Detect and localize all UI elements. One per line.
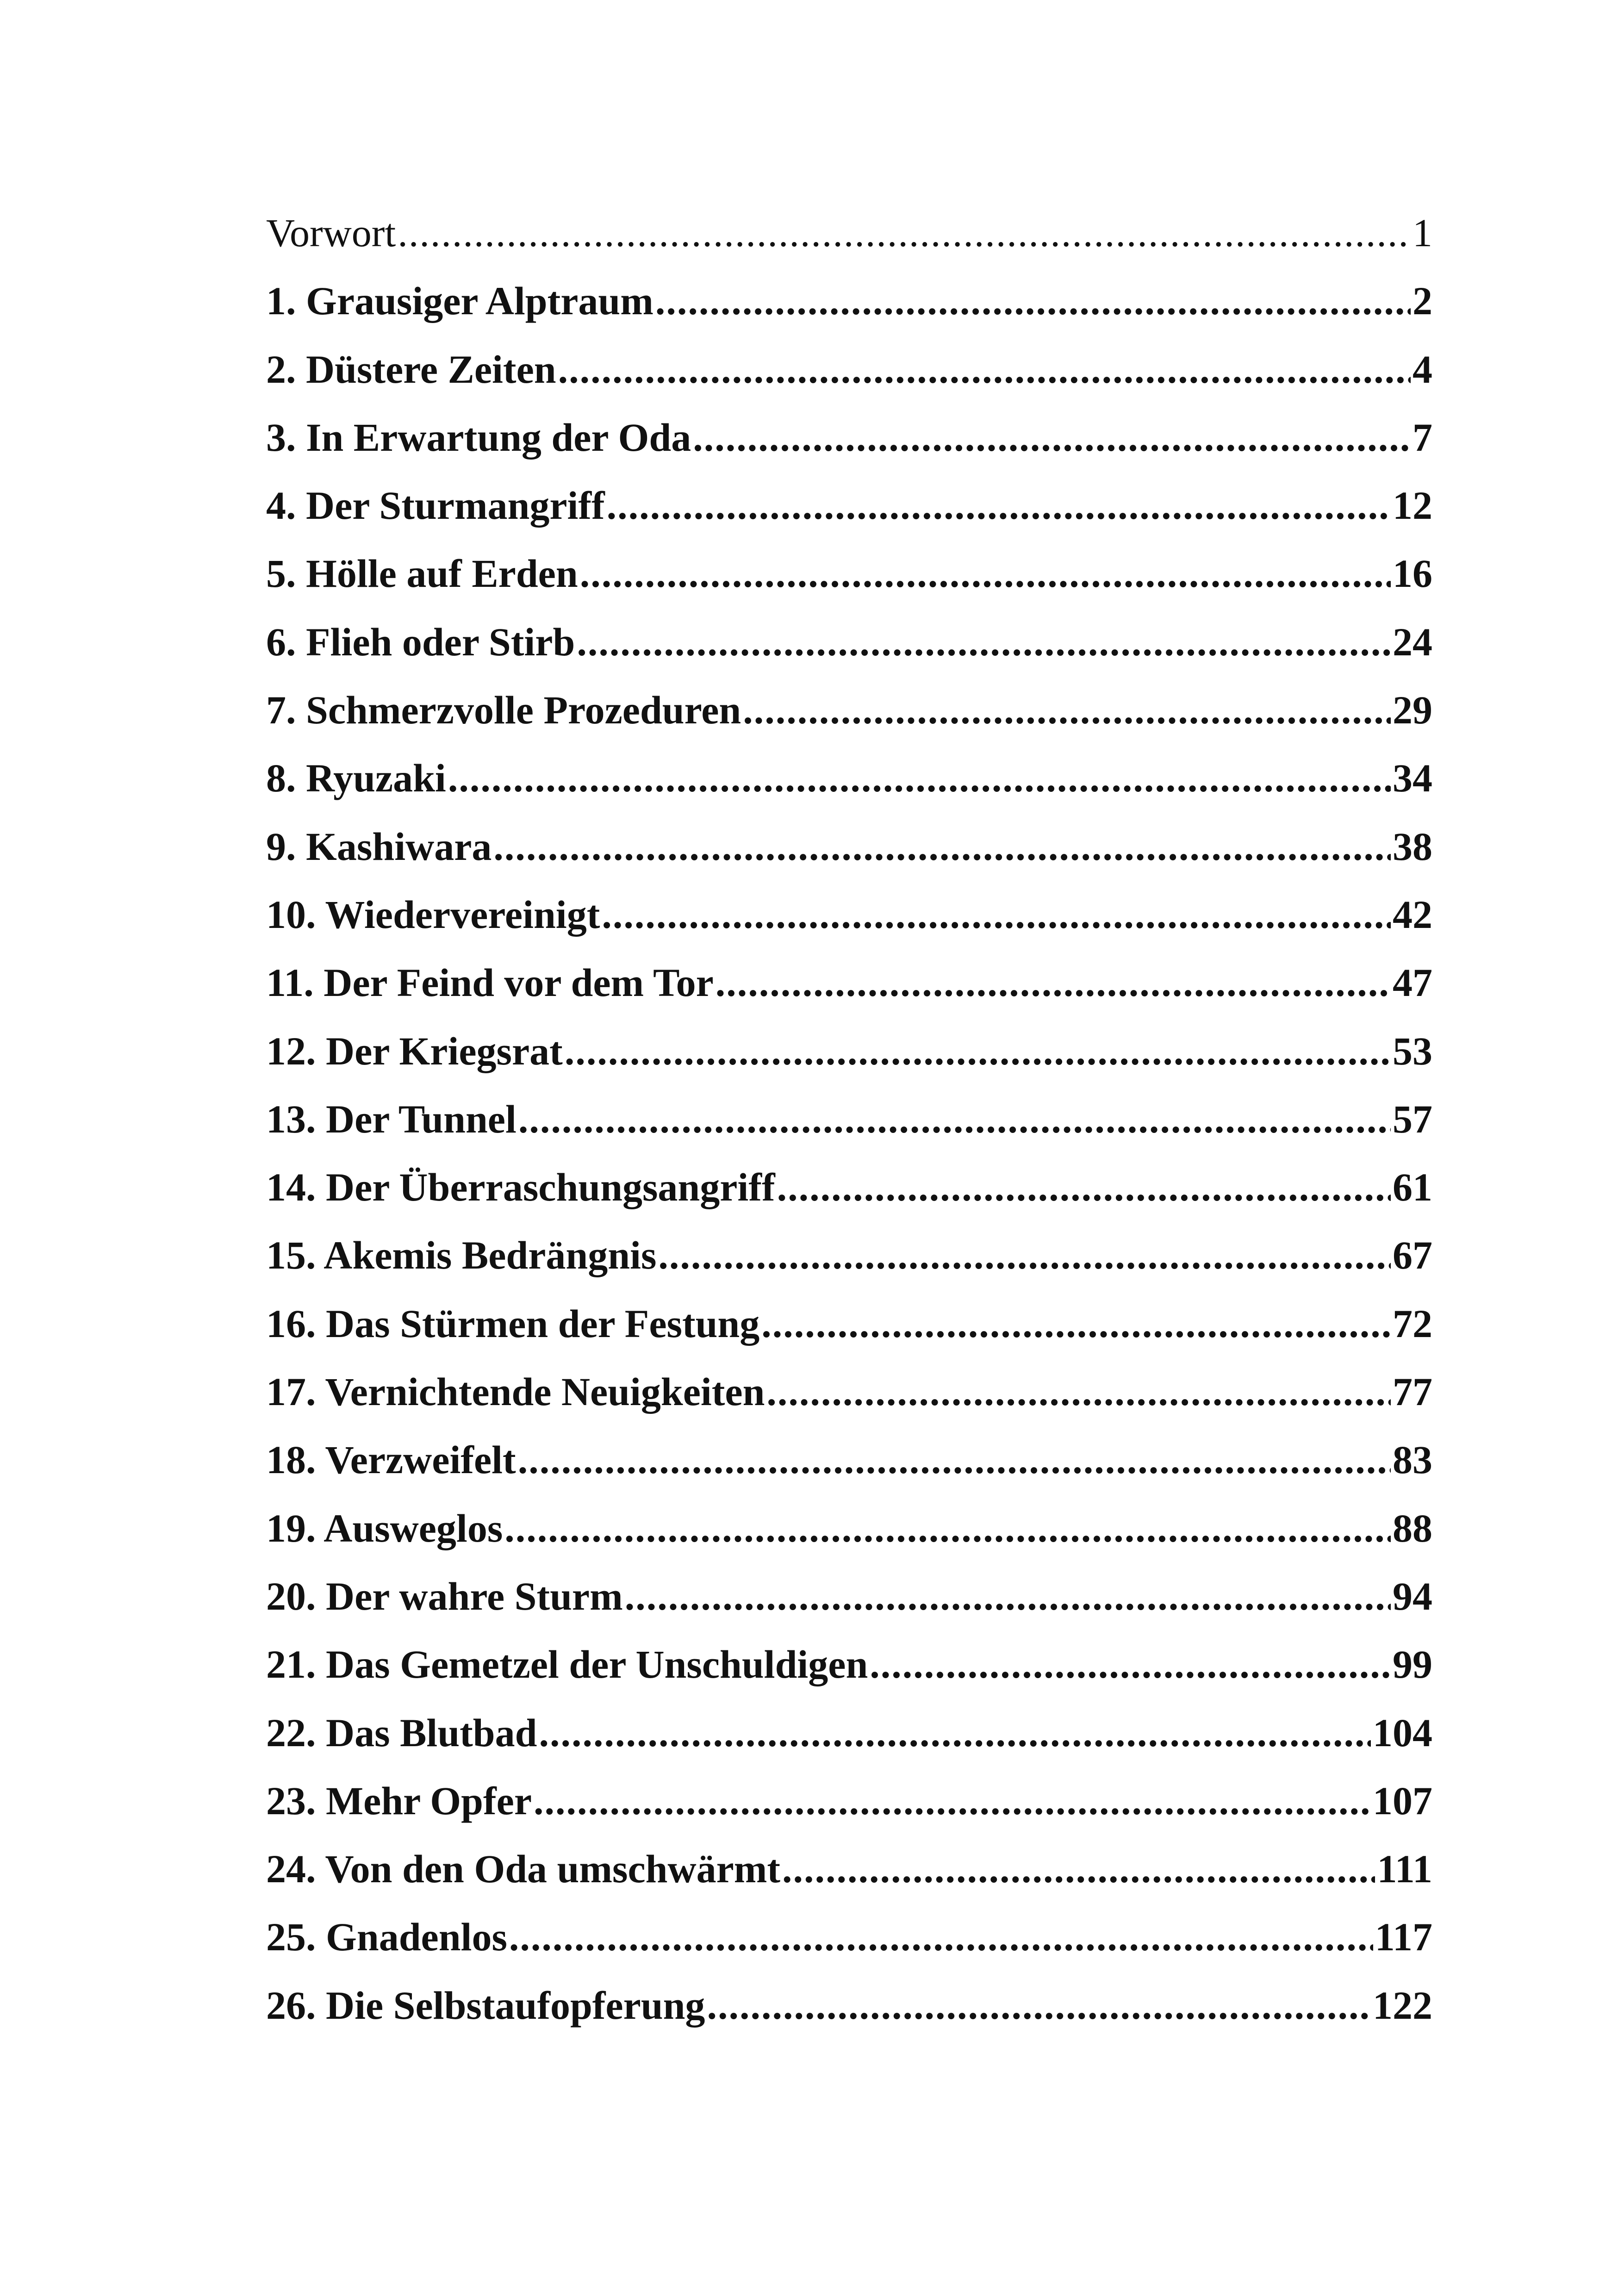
toc-entry-page: 38 (1393, 824, 1432, 869)
toc-entry-page: 1 (1413, 211, 1432, 255)
toc-entry-page: 2 (1413, 279, 1432, 324)
table-of-contents (266, 199, 1432, 2040)
toc-entry-title: 2. Düstere Zeiten (266, 347, 556, 392)
toc-entry (266, 676, 1432, 744)
toc-entry-page: 99 (1393, 1642, 1432, 1687)
toc-entry (266, 1358, 1432, 1426)
toc-entry-title: 17. Vernichtende Neuigkeiten (266, 1369, 765, 1414)
toc-entry-page: 12 (1393, 483, 1432, 528)
toc-entry-title: 10. Wiedervereinigt (266, 892, 600, 937)
toc-entry-page: 67 (1393, 1233, 1432, 1278)
toc-entry-title: 13. Der Tunnel (266, 1096, 517, 1141)
toc-dot-leader (558, 336, 1411, 404)
toc-entry-page: 122 (1373, 1983, 1432, 2028)
toc-dot-leader (777, 1153, 1391, 1221)
toc-dot-leader (509, 1903, 1373, 1971)
toc-entry (266, 1903, 1432, 1971)
toc-entry-page: 4 (1413, 347, 1432, 392)
toc-entry (266, 608, 1432, 676)
toc-dot-leader (577, 608, 1391, 676)
toc-entry-title: 5. Hölle auf Erden (266, 551, 578, 596)
toc-entry-title: Vorwort (266, 211, 396, 255)
toc-dot-leader (743, 676, 1391, 744)
toc-entry-title: 15. Akemis Bedrängnis (266, 1233, 657, 1278)
toc-entry (266, 1494, 1432, 1562)
toc-entry (266, 1426, 1432, 1494)
toc-entry (266, 744, 1432, 812)
toc-entry (266, 949, 1432, 1017)
toc-dot-leader (565, 1017, 1391, 1085)
toc-entry-title: 20. Der wahre Sturm (266, 1574, 623, 1618)
toc-entry (266, 1767, 1432, 1835)
toc-dot-leader (658, 1221, 1391, 1289)
toc-entry-page: 117 (1375, 1915, 1432, 1960)
toc-entry (266, 1017, 1432, 1085)
toc-entry-title: 7. Schmerzvolle Prozeduren (266, 688, 741, 733)
toc-entry-page: 24 (1393, 619, 1432, 664)
toc-entry (266, 1562, 1432, 1630)
toc-dot-leader (716, 949, 1391, 1017)
toc-entry-page: 53 (1393, 1028, 1432, 1073)
toc-entry-page: 34 (1393, 756, 1432, 801)
toc-entry-title: 9. Kashiwara (266, 824, 492, 869)
toc-entry-vorwort (266, 199, 1432, 267)
toc-entry-page: 47 (1393, 960, 1432, 1005)
toc-entry-title: 18. Verzweifelt (266, 1437, 516, 1482)
toc-entry (266, 813, 1432, 881)
toc-dot-leader (448, 744, 1391, 812)
toc-entry-title: 26. Die Selbstaufopferung (266, 1983, 705, 2028)
toc-entry (266, 1221, 1432, 1289)
toc-entry (266, 1630, 1432, 1699)
toc-dot-leader (398, 199, 1411, 267)
toc-dot-leader (707, 1972, 1371, 2040)
toc-entry-title: 16. Das Stürmen der Festung (266, 1301, 760, 1346)
toc-entry-page: 104 (1373, 1710, 1432, 1755)
toc-entry-page: 61 (1393, 1165, 1432, 1210)
toc-entry (266, 1290, 1432, 1358)
toc-entry (266, 881, 1432, 949)
toc-dot-leader (493, 813, 1391, 881)
toc-dot-leader (518, 1426, 1391, 1494)
toc-entry-page: 77 (1393, 1369, 1432, 1414)
toc-entry-title: 1. Grausiger Alptraum (266, 279, 653, 324)
toc-dot-leader (602, 881, 1391, 949)
toc-entry-page: 29 (1393, 688, 1432, 733)
toc-entry-title: 19. Ausweglos (266, 1506, 503, 1550)
toc-dot-leader (504, 1494, 1391, 1562)
toc-entry-page: 107 (1373, 1778, 1432, 1823)
toc-entry-page: 88 (1393, 1506, 1432, 1550)
toc-entry-page: 111 (1377, 1847, 1432, 1892)
toc-dot-leader (782, 1835, 1375, 1903)
toc-dot-leader (534, 1767, 1371, 1835)
toc-entry (266, 472, 1432, 540)
toc-entry (266, 1972, 1432, 2040)
toc-entry-title: 12. Der Kriegsrat (266, 1028, 563, 1073)
toc-entry-title: 6. Flieh oder Stirb (266, 619, 575, 664)
toc-entry-title: 24. Von den Oda umschwärmt (266, 1847, 781, 1892)
toc-dot-leader (607, 472, 1391, 540)
toc-entry-title: 25. Gnadenlos (266, 1915, 507, 1960)
toc-entry-page: 57 (1393, 1096, 1432, 1141)
toc-entry (266, 1085, 1432, 1153)
toc-entry-title: 22. Das Blutbad (266, 1710, 537, 1755)
toc-entry (266, 1153, 1432, 1221)
toc-entry-title: 21. Das Gemetzel der Unschuldigen (266, 1642, 868, 1687)
toc-dot-leader (693, 404, 1411, 472)
toc-entry-title: 3. In Erwartung der Oda (266, 415, 691, 460)
toc-entry-title: 8. Ryuzaki (266, 756, 446, 801)
toc-dot-leader (625, 1562, 1391, 1630)
toc-entry (266, 336, 1432, 404)
toc-dot-leader (655, 267, 1411, 335)
toc-dot-leader (539, 1699, 1371, 1767)
toc-entry (266, 1835, 1432, 1903)
toc-dot-leader (580, 540, 1391, 608)
toc-entry-page: 7 (1413, 415, 1432, 460)
toc-entry (266, 267, 1432, 335)
toc-entry-page: 94 (1393, 1574, 1432, 1618)
toc-entry-page: 83 (1393, 1437, 1432, 1482)
toc-entry (266, 540, 1432, 608)
toc-entry-title: 23. Mehr Opfer (266, 1778, 532, 1823)
toc-entry (266, 1699, 1432, 1767)
toc-entry (266, 404, 1432, 472)
toc-dot-leader (761, 1290, 1391, 1358)
toc-dot-leader (518, 1085, 1391, 1153)
toc-dot-leader (870, 1630, 1391, 1699)
toc-entry-title: 14. Der Überraschungsangriff (266, 1165, 775, 1210)
toc-entry-title: 11. Der Feind vor dem Tor (266, 960, 714, 1005)
toc-entry-page: 72 (1393, 1301, 1432, 1346)
toc-entry-page: 16 (1393, 551, 1432, 596)
toc-entry-title: 4. Der Sturmangriff (266, 483, 605, 528)
toc-entry-page: 42 (1393, 892, 1432, 937)
toc-dot-leader (766, 1358, 1391, 1426)
